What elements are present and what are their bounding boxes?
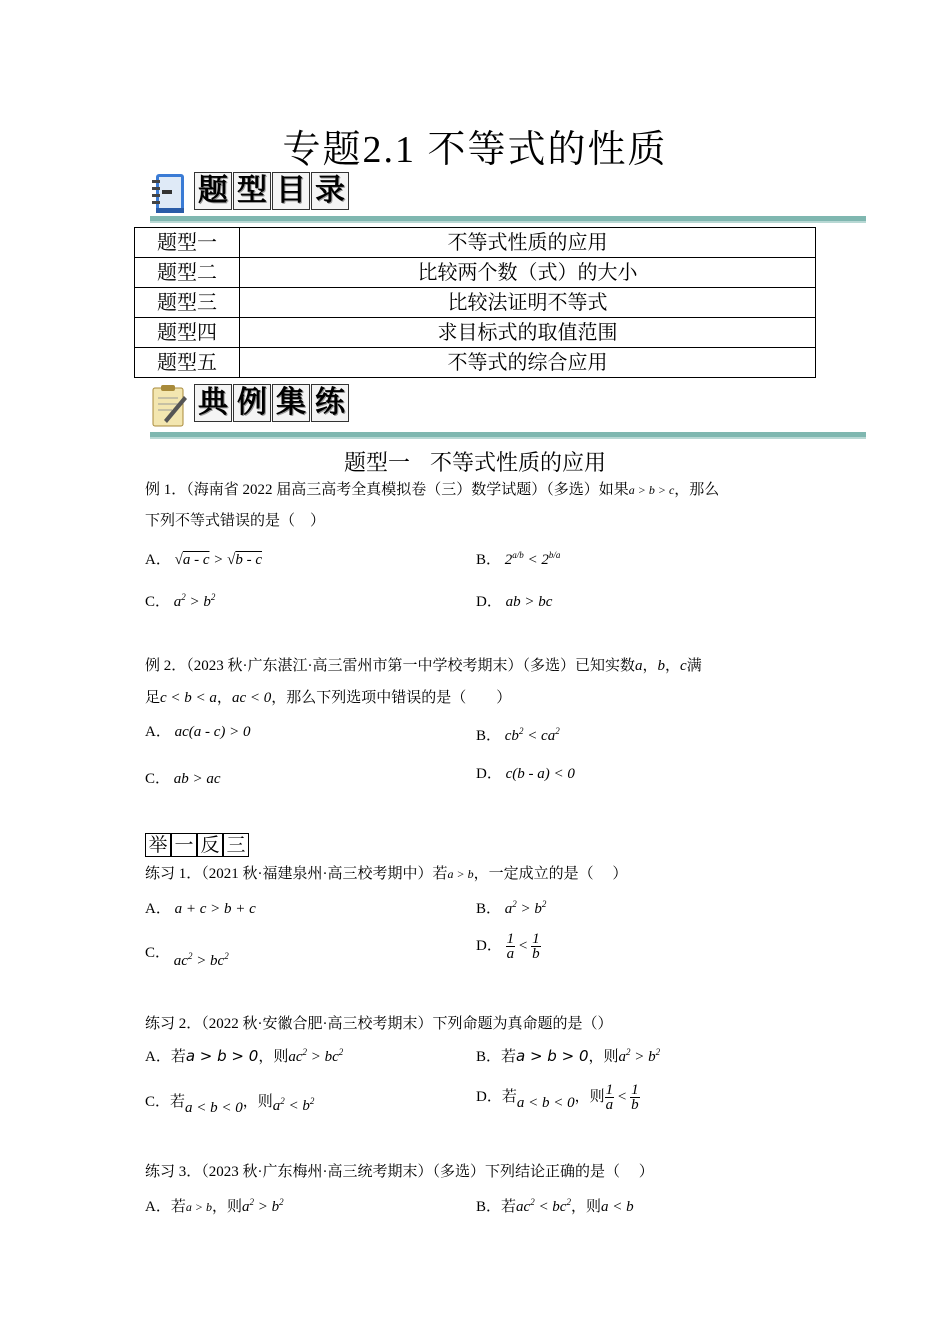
practice-2-stem: 练习 2．（2022 秋·安徽合肥·高三校考期末）下列命题为真命题的是（） bbox=[145, 1016, 613, 1032]
toc-value: 比较法证明不等式 bbox=[240, 288, 816, 318]
option-d: D． $\frac{1}{a}$ < $\frac{1}{b}$ bbox=[476, 931, 540, 962]
toc-key: 题型一 bbox=[135, 228, 240, 258]
option-d bbox=[476, 590, 552, 611]
option-text: ，则 bbox=[258, 1049, 289, 1065]
option-label: B． bbox=[476, 901, 502, 917]
math-condition: c < b < a bbox=[160, 690, 217, 706]
section-title-char: 典 bbox=[194, 384, 232, 422]
section-title-char: 录 bbox=[311, 172, 349, 210]
toc-value: 求目标式的取值范围 bbox=[240, 318, 816, 348]
math-expression: a + c > b + c bbox=[174, 901, 256, 917]
math-expression: ac(a - c) > 0 bbox=[174, 724, 251, 740]
type-directory-table bbox=[134, 227, 816, 378]
option-text: ，则 bbox=[242, 1094, 273, 1110]
math-expression: $ac^2 > bc^2$ bbox=[288, 1047, 344, 1065]
section-title-char: 目 bbox=[272, 172, 310, 210]
option-c bbox=[145, 590, 215, 611]
option-label: B． bbox=[476, 728, 502, 744]
stem-text: 足 bbox=[145, 690, 161, 706]
option-text: ，则 bbox=[588, 1049, 619, 1065]
option-label: C． bbox=[145, 594, 171, 610]
math-condition: ac < 0 bbox=[231, 690, 272, 706]
option-label: B． bbox=[476, 552, 502, 568]
type-name: 不等式性质的应用 bbox=[430, 451, 607, 476]
section-title-char: 练 bbox=[311, 384, 349, 422]
option-label: A． bbox=[145, 724, 171, 740]
option-b bbox=[476, 897, 546, 918]
math-var: a bbox=[635, 658, 643, 674]
practice-3-stem: 练习 3．（2023 秋·广东梅州·高三统考期末）（多选）下列结论正确的是（ ） bbox=[145, 1164, 654, 1180]
toc-value: 不等式性质的应用 bbox=[240, 228, 816, 258]
option-label: D． bbox=[476, 594, 502, 610]
toc-key: 题型二 bbox=[135, 258, 240, 288]
table-row bbox=[135, 318, 816, 348]
math-condition: a > b bbox=[447, 867, 474, 881]
toc-key: 题型五 bbox=[135, 348, 240, 378]
option-label: D． bbox=[476, 766, 502, 782]
option-d bbox=[476, 762, 575, 783]
option-label: B．若 bbox=[476, 1049, 517, 1065]
math-expression: $a^2 > b^2$ bbox=[173, 592, 216, 610]
type-label: 题型一 bbox=[343, 451, 410, 476]
math-condition: a > b > c bbox=[628, 483, 675, 497]
table-row bbox=[135, 348, 816, 378]
math-expression: ab > ac bbox=[173, 771, 221, 787]
option-label: C． bbox=[145, 771, 171, 787]
option-label: A．若 bbox=[145, 1199, 186, 1215]
stem-text: 例 2．（2023 秋·广东湛江·高三雷州市第一中学校考期末）（多选）已知实数 bbox=[145, 658, 635, 674]
math-expression: ab > bc bbox=[505, 594, 553, 610]
math-expression: c(b - a) < 0 bbox=[505, 766, 575, 782]
math-condition: a > b > 0 bbox=[185, 1047, 259, 1065]
section-title-char: 例 bbox=[233, 384, 271, 422]
math-expression: $a^2 > b^2$ bbox=[618, 1047, 661, 1065]
option-label: D． bbox=[476, 937, 502, 954]
option-a bbox=[145, 1045, 343, 1066]
option-label: B．若 bbox=[476, 1199, 517, 1215]
math-expression: $cb^2 < ca^2$ bbox=[504, 726, 560, 744]
math-expression: $ac^2 > bc^2$ bbox=[173, 951, 229, 969]
option-a bbox=[145, 720, 251, 741]
option-d: D．若a < b < 0，则 $\frac{1}{a}$ < $\frac{1}{b}$ bbox=[476, 1082, 639, 1113]
tag-char: 三 bbox=[223, 833, 249, 857]
option-a bbox=[145, 1195, 284, 1216]
option-c bbox=[145, 767, 221, 788]
tag-char: 反 bbox=[197, 833, 223, 857]
example-1-stem-line2: 下列不等式错误的是（ ） bbox=[145, 513, 326, 529]
math-condition: a > b bbox=[185, 1200, 212, 1214]
practice-1-stem bbox=[145, 862, 627, 883]
math-condition: a > b > 0 bbox=[516, 1047, 589, 1065]
math-expression: $2^{a/b} < 2^{b/a}$ bbox=[504, 550, 561, 568]
math-expression: $a^2 > b^2$ bbox=[504, 899, 547, 917]
table-row bbox=[135, 258, 816, 288]
option-text: ，则 bbox=[574, 1088, 605, 1105]
stem-text: 例 1．（海南省 2022 届高三高考全真模拟卷（三）数学试题）（多选）如果 bbox=[145, 482, 629, 498]
option-label: C．若 bbox=[145, 1094, 186, 1110]
section-title-char: 型 bbox=[233, 172, 271, 210]
option-c bbox=[145, 1090, 315, 1116]
tag-char: 举 bbox=[145, 833, 171, 857]
toc-key: 题型三 bbox=[135, 288, 240, 318]
section-title-char: 集 bbox=[272, 384, 310, 422]
example-1-stem bbox=[145, 478, 719, 499]
notebook-icon bbox=[150, 172, 188, 216]
stem-text: ，那么 bbox=[674, 482, 720, 498]
math-expression: $a^2 < b^2$ bbox=[272, 1096, 315, 1114]
section-header-examples bbox=[150, 384, 870, 436]
tag-char: 一 bbox=[171, 833, 197, 857]
clipboard-pencil-icon bbox=[150, 384, 188, 428]
page-title: 专题2.1 不等式的性质 bbox=[282, 129, 668, 171]
stem-text: 满 bbox=[686, 658, 702, 674]
option-b bbox=[476, 548, 560, 569]
option-b bbox=[476, 1195, 634, 1216]
math-expression: √a - c > √b - c bbox=[174, 552, 262, 568]
math-expression: $a^2 > b^2$ bbox=[241, 1197, 284, 1215]
section-header-toc bbox=[150, 172, 870, 224]
option-label: A．若 bbox=[145, 1049, 186, 1065]
toc-value: 不等式的综合应用 bbox=[240, 348, 816, 378]
math-var: c bbox=[680, 658, 687, 674]
math-var: b bbox=[657, 658, 666, 674]
stem-text: ，一定成立的是（ ） bbox=[473, 866, 628, 882]
math-condition: a < b < 0 bbox=[516, 1094, 575, 1111]
section-title-char: 题 bbox=[194, 172, 232, 210]
option-label: D．若 bbox=[476, 1088, 517, 1105]
practice-tag bbox=[145, 833, 249, 857]
section-rule bbox=[150, 216, 866, 223]
option-label: A． bbox=[145, 552, 171, 568]
math-condition: $ac^2 < bc^2$ bbox=[516, 1197, 571, 1215]
math-expression: a < b bbox=[600, 1199, 634, 1215]
option-b bbox=[476, 1045, 660, 1066]
option-text: ，则 bbox=[211, 1199, 242, 1215]
option-label: A． bbox=[145, 901, 171, 917]
example-2-stem-line2: 足c < b < a，ac < 0，那么下列选项中错误的是（ ） bbox=[145, 690, 512, 706]
table-row bbox=[135, 288, 816, 318]
section-rule bbox=[150, 432, 866, 439]
stem-text: 练习 1．（2021 秋·福建泉州·高三校考期中）若 bbox=[145, 866, 448, 882]
type-heading bbox=[0, 446, 950, 477]
option-a bbox=[145, 548, 262, 569]
option-text: ，则 bbox=[570, 1199, 601, 1215]
math-condition: a < b < 0 bbox=[185, 1100, 243, 1116]
stem-text: ，那么下列选项中错误的是（ ） bbox=[271, 690, 512, 706]
toc-value: 比较两个数（式）的大小 bbox=[240, 258, 816, 288]
table-row bbox=[135, 228, 816, 258]
option-label: C． bbox=[145, 945, 171, 961]
option-a bbox=[145, 897, 256, 918]
example-2-stem: 例 2．（2023 秋·广东湛江·高三雷州市第一中学校考期末）（多选）已知实数a，b，c满 bbox=[145, 658, 702, 674]
option-b bbox=[476, 724, 560, 745]
option-c bbox=[145, 941, 229, 969]
toc-key: 题型四 bbox=[135, 318, 240, 348]
